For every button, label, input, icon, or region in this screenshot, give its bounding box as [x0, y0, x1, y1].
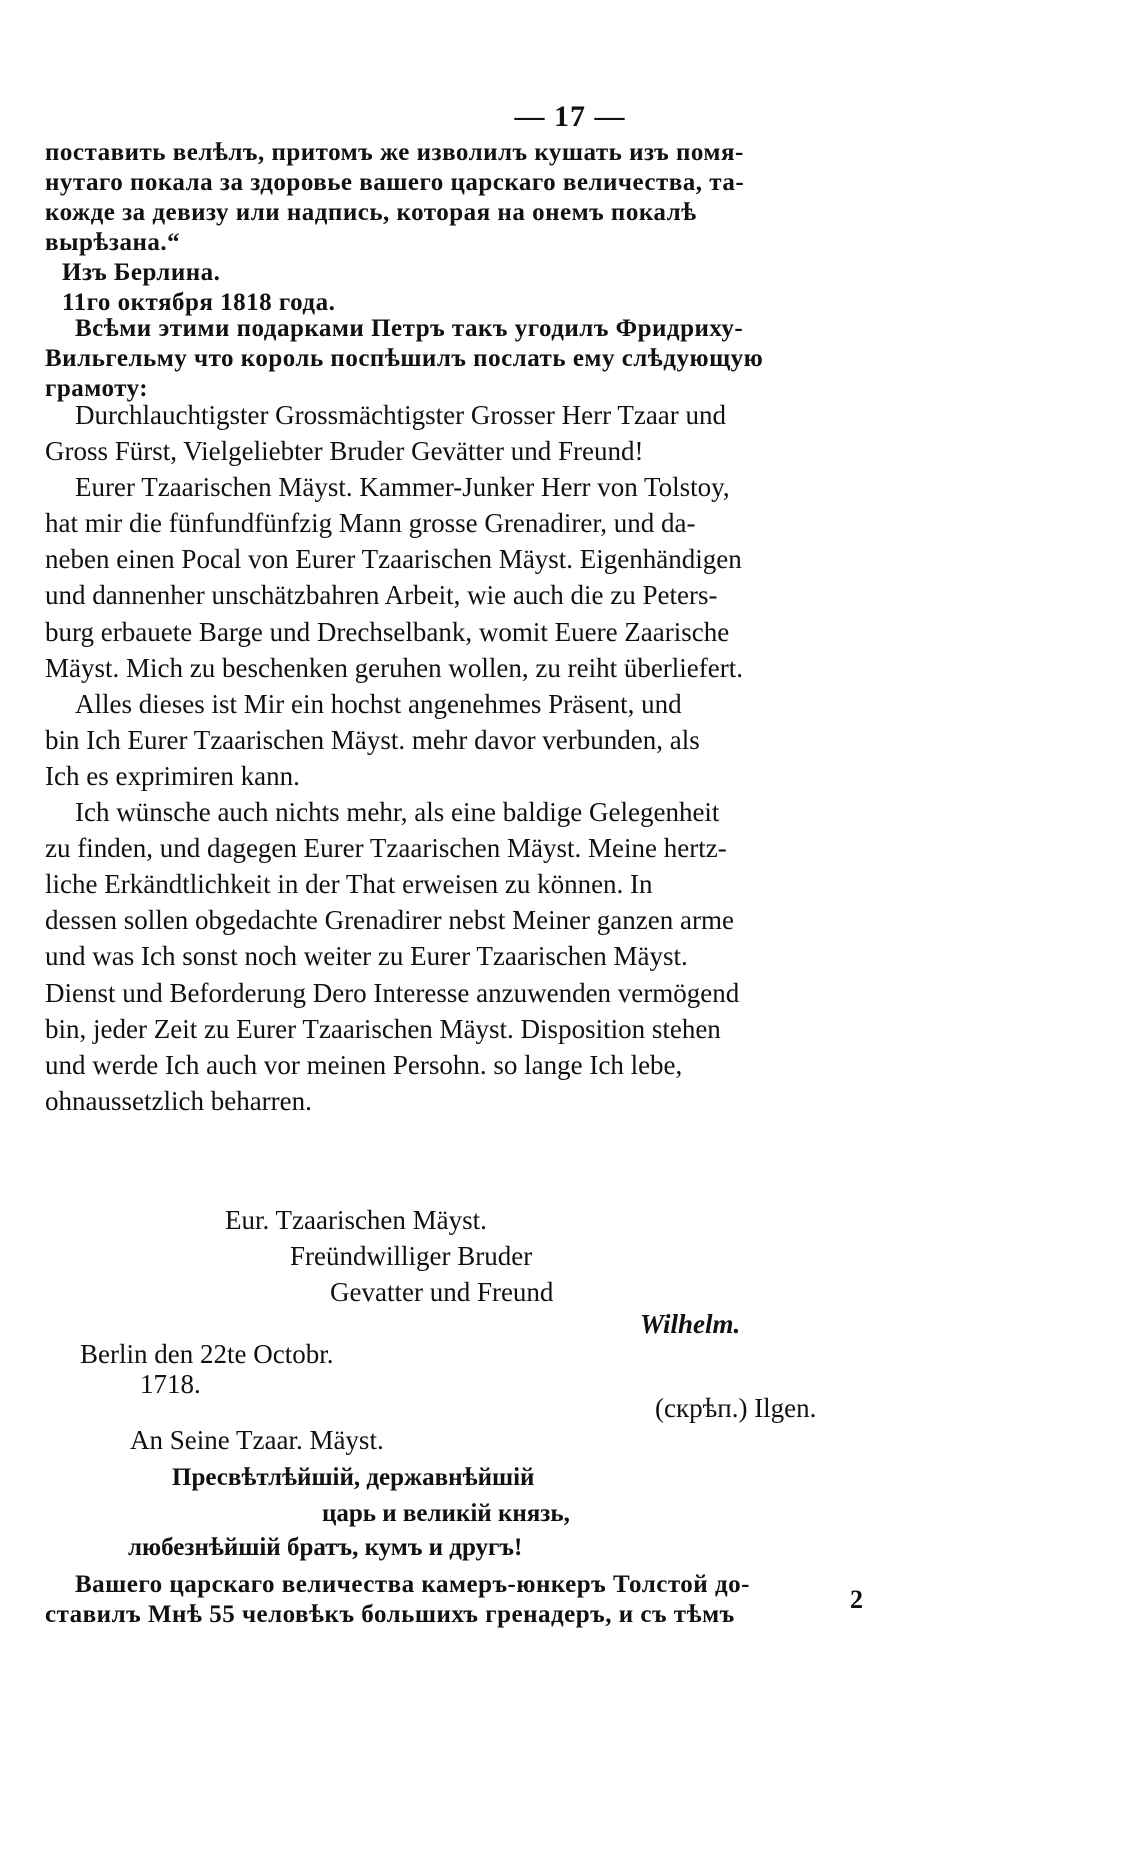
- place-line: Изъ Берлина.: [62, 259, 221, 286]
- text-line: нутаго покала за здоровье вашего царскаго величества, та-: [45, 169, 745, 196]
- closing-line-2: Freündwilliger Bruder: [290, 1241, 533, 1271]
- text-line: Eurer Tzaarischen Mäyst. Kammer-Junker Herr von Tolstoy,: [75, 472, 730, 503]
- text-line: кожде за девизу или надпись, которая на онемъ покалѣ: [45, 199, 697, 226]
- text-line: поставить велѣлъ, притомъ же изволилъ кушать изъ помя-: [45, 139, 744, 166]
- text-line: Gross Fürst, Vielgeliebter Bruder Gevätter und Freund!: [45, 436, 644, 467]
- russian-paragraph-continuation: [45, 138, 945, 258]
- russian-translation: [45, 1570, 965, 1630]
- text-line: bin, jeder Zeit zu Eurer Tzaarischen Mäyst. Disposition stehen: [45, 1013, 721, 1044]
- text-line: ohnaussetzlich beharren.: [45, 1085, 312, 1116]
- text-line: neben einen Pocal von Eurer Tzaarischen Mäyst. Eigenhändigen: [45, 544, 742, 575]
- text-line: ставилъ Мнѣ 55 человѣкъ большихъ гренадеръ, и съ тѣмъ: [45, 1601, 735, 1628]
- place-date: [62, 258, 962, 318]
- text-line: Mäyst. Mich zu beschenken geruhen wollen, zu reiht überliefert.: [45, 652, 744, 683]
- salutation-line-1: Пресвѣтлѣйшій, державнѣйшій: [172, 1464, 535, 1491]
- text-line: Ich wünsche auch nichts mehr, als eine baldige Gelegenheit: [75, 797, 720, 828]
- page-number: — 17 —: [514, 100, 626, 133]
- letter-date: Berlin den 22te Octobr.: [80, 1339, 334, 1369]
- text-line: Всѣми этими подарками Петръ такъ угодилъ Фридриху-: [75, 315, 744, 342]
- salutation-line-2: царь и великій князь,: [322, 1500, 570, 1527]
- date-line: 11го октября 1818 года.: [62, 289, 336, 316]
- signature-mark: 2: [850, 1585, 863, 1614]
- text-line: Durchlauchtigster Grossmächtigster Grosser Herr Tzaar und: [75, 400, 727, 430]
- closing-line-3: Gevatter und Freund: [330, 1277, 554, 1307]
- signature-wilhelm: Wilhelm.: [640, 1309, 741, 1339]
- text-line: hat mir die fünfundfünfzig Mann grosse Grenadirer, und da-: [45, 508, 696, 539]
- text-line: Ich es exprimiren kann.: [45, 760, 300, 791]
- text-line: bin Ich Eurer Tzaarischen Mäyst. mehr davor verbunden, als: [45, 724, 700, 755]
- salutation-line-3: любезнѣйшій братъ, кумъ и другъ!: [128, 1534, 523, 1561]
- text-line: Alles dieses ist Mir ein hochst angenehmes Präsent, und: [75, 688, 682, 719]
- text-line: Вашего царскаго величества камеръ-юнкеръ Толстой до-: [75, 1571, 750, 1598]
- text-line: burg erbauete Barge und Drechselbank, womit Euere Zaarische: [45, 616, 730, 647]
- german-letter: [45, 397, 965, 1119]
- text-line: dessen sollen obgedachte Grenadirer nebst Meiner ganzen arme: [45, 905, 734, 936]
- text-line: грамоту:: [45, 375, 149, 402]
- text-line: вырѣзана.“: [45, 229, 181, 256]
- text-line: und werde Ich auch vor meinen Persohn. so lange Ich lebe,: [45, 1049, 683, 1080]
- text-line: Вильгельму что король поспѣшилъ послать ему слѣдующую: [45, 345, 764, 372]
- text-line: zu finden, und dagegen Eurer Tzaarischen Mäyst. Meine hertz-: [45, 833, 727, 864]
- letter-year: 1718.: [140, 1369, 201, 1399]
- text-line: Dienst und Beforderung Dero Interesse anzuwenden vermögend: [45, 977, 740, 1008]
- text-line: und was Ich sonst noch weiter zu Eurer Tzaarischen Mäyst.: [45, 941, 688, 972]
- text-line: liche Erkändtlichkeit in der That erweisen zu können. In: [45, 869, 653, 900]
- countersign: (скрѣп.) Ilgen.: [655, 1393, 817, 1423]
- russian-paragraph: [45, 314, 965, 404]
- address-line: An Seine Tzaar. Mäyst.: [130, 1425, 384, 1455]
- closing-line-1: Eur. Tzaarischen Mäyst.: [225, 1205, 487, 1235]
- text-line: und dannenher unschätzbahren Arbeit, wie auch die zu Peters-: [45, 580, 718, 611]
